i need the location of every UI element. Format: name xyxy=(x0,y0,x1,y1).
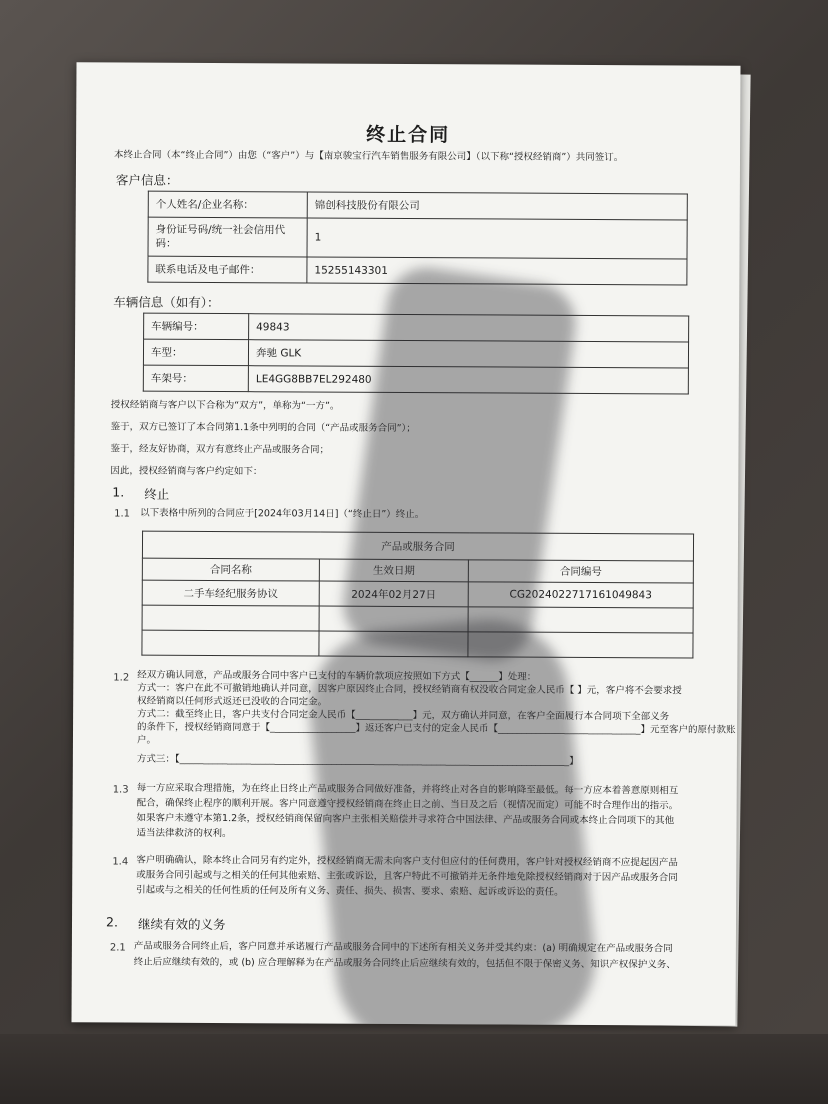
vehicle-vin-value: LE4GG8BB7EL292480 xyxy=(248,366,688,394)
column-contract-name: 合同名称 xyxy=(142,558,319,581)
contract-table-title: 产品或服务合同 xyxy=(142,531,693,561)
vehicle-model-label: 车型： xyxy=(143,339,248,366)
table-row xyxy=(142,605,693,633)
clause-line: 引起或与之相关的任何性质的任何及所有义务、责任、损失、损害、要求、索赔、起诉或诉讼的责任。 xyxy=(136,884,564,898)
clause-1-2-text xyxy=(137,669,736,769)
customer-contact-label: 联系电话及电子邮件： xyxy=(148,256,307,283)
table-row xyxy=(143,365,688,394)
vehicle-id-label: 车辆编号： xyxy=(144,313,249,340)
recital-2: 鉴于，双方已签订了本合同第1.1条中列明的合同（“产品或服务合同”）； xyxy=(110,421,416,435)
section-1-title: 终止 xyxy=(144,486,170,502)
customer-id-value: 1 xyxy=(307,218,687,259)
clause-1-4-text xyxy=(136,853,678,901)
table-cell xyxy=(142,605,319,631)
clause-2-1-text xyxy=(134,939,676,974)
table-cell xyxy=(468,632,693,658)
vehicle-model-value: 奔驰 GLK xyxy=(248,340,688,368)
table-cell xyxy=(142,630,319,656)
table-row xyxy=(148,256,687,285)
table-row xyxy=(148,191,687,220)
clause-1-1-number: 1.1 xyxy=(114,508,131,520)
table-cell: CG20240227171610​49843 xyxy=(468,582,693,608)
clause-line: 客户明确确认，除本终止合同另有约定外，授权经销商无需未向客户支付但应付的任何费用，客户针对授权经销商不应提起因产品 xyxy=(136,854,678,869)
table-column-row xyxy=(142,558,693,583)
vehicle-id-value: 49843 xyxy=(249,314,689,342)
vehicle-vin-label: 车架号： xyxy=(143,365,248,392)
clause-1-2-number: 1.2 xyxy=(113,672,130,684)
table-row xyxy=(143,339,688,368)
clause-line: 或服务合同引起或与之相关的任何其他索赔、主张或诉讼，且客户特此不可撤销并无条件地免除授权经销商对于因产品或服务合同 xyxy=(136,869,678,884)
clause-line: 每一方应采取合理措施，为在终止日终止产品或服务合同做好准备，并将终止对各自的影响降至最低。每一方应本着善意原则相互 xyxy=(136,782,679,797)
clause-line: 产品或服务合同终止后，客户同意并承诺履行产品或服务合同中的下述所有相关义务并受其约束：(a) 明确规定在产品或服务合同 xyxy=(133,940,673,955)
table-row xyxy=(142,630,693,658)
clause-line: 的条件下，授权经销商同意于【__________________】返还客户已支付的定金人民币【______________________________】元至客户的原付款账 xyxy=(137,721,736,736)
table-header-row xyxy=(142,531,693,561)
table-cell: 2024年02月27日 xyxy=(319,581,468,607)
table-row xyxy=(148,217,687,259)
section-2-number: 2. xyxy=(105,914,118,930)
clause-1-1-text: 以下表格中所列的合同应于[2024年03月14日]（“终止日”）终止。 xyxy=(140,507,425,521)
customer-id-label: 身份证号码/统一社会信用代码： xyxy=(148,217,307,257)
clause-1-3-number: 1.3 xyxy=(112,784,129,796)
intro-text: 本终止合同（本“终止合同”）由您（“客户”）与【南京骏宝行汽车销售服务有限公司】（以下称“授权经销商”）共同签订。 xyxy=(114,149,624,164)
clause-line: 权经销商以任何形式返还已没收的合同定金。 xyxy=(137,695,328,708)
table-row xyxy=(144,313,689,342)
clause-2-1-number: 2.1 xyxy=(109,942,126,954)
table-surface xyxy=(0,1034,828,1104)
recital-3: 鉴于，经友好协商，双方有意终止产品或服务合同； xyxy=(110,443,330,456)
section-1-number: 1. xyxy=(112,484,125,500)
vehicle-heading: 车辆信息（如有）： xyxy=(113,294,220,311)
clause-line: 方式三：【__________________________________________________________________________________】 xyxy=(136,753,579,767)
column-effective-date: 生效日期 xyxy=(319,559,468,582)
table-row xyxy=(142,580,693,608)
clause-1-4-number: 1.4 xyxy=(112,856,129,868)
table-cell xyxy=(319,631,468,657)
clause-line: 经双方确认同意，产品或服务合同中客户已支付的车辆价款项应按照如下方式【______】处理： xyxy=(137,669,537,683)
customer-heading: 客户信息： xyxy=(115,172,179,188)
customer-name-label: 个人姓名/企业名称： xyxy=(148,191,307,218)
page-title: 终止合同 xyxy=(366,123,451,147)
clause-line: 适当法律救济的权利。 xyxy=(136,827,232,840)
table-cell xyxy=(319,606,468,632)
clause-line: 如果客户未遵守本第1.2条，授权经销商保留向客户主张相关赔偿并寻求符合中国法律、产品或服务合同或本终止合同项下的其他 xyxy=(136,812,675,827)
table-cell: 二手车经纪服务协议 xyxy=(142,580,319,606)
table-cell xyxy=(468,607,693,633)
document-page xyxy=(71,62,740,1025)
recital-1: 授权经销商与客户以下合称为“双方”，单称为“一方”。 xyxy=(110,399,340,412)
clause-line: 方式二：截至终止日，客户共支付合同定金人民币【____________】元，双方确认并同意，在客户全面履行本合同项下全部义务 xyxy=(137,708,670,723)
clause-line: 户。 xyxy=(136,734,157,746)
column-contract-number: 合同编号 xyxy=(468,560,693,583)
clause-line: 方式一：客户在此不可撤销地确认并同意，因客户原因终止合同，授权经销商有权没收合同定金人民币【 】元，客户将不会要求授 xyxy=(137,682,682,697)
vehicle-table xyxy=(143,313,689,395)
customer-name-value: 锦创科技股份有限公司 xyxy=(307,192,687,220)
customer-contact-value: 15255143301 xyxy=(307,257,687,285)
recital-4: 因此，授权经销商与客户约定如下： xyxy=(110,465,263,478)
clause-1-3-text xyxy=(136,781,678,844)
clause-line: 终止后应继续有效的，或 (b) 应合理解释为在产品或服务合同终止后应继续有效的，包括但不限于保密义务、知识产权保护义务、 xyxy=(133,956,676,971)
customer-table xyxy=(147,191,687,286)
section-2-title: 继续有效的义务 xyxy=(137,916,226,933)
contract-table xyxy=(141,531,694,659)
clause-line: 配合，确保终止程序的顺利开展。客户同意遵守授权经销商在终止日之前、当日及之后（视情况而定）可能不时合理作出的指示。 xyxy=(136,797,679,812)
